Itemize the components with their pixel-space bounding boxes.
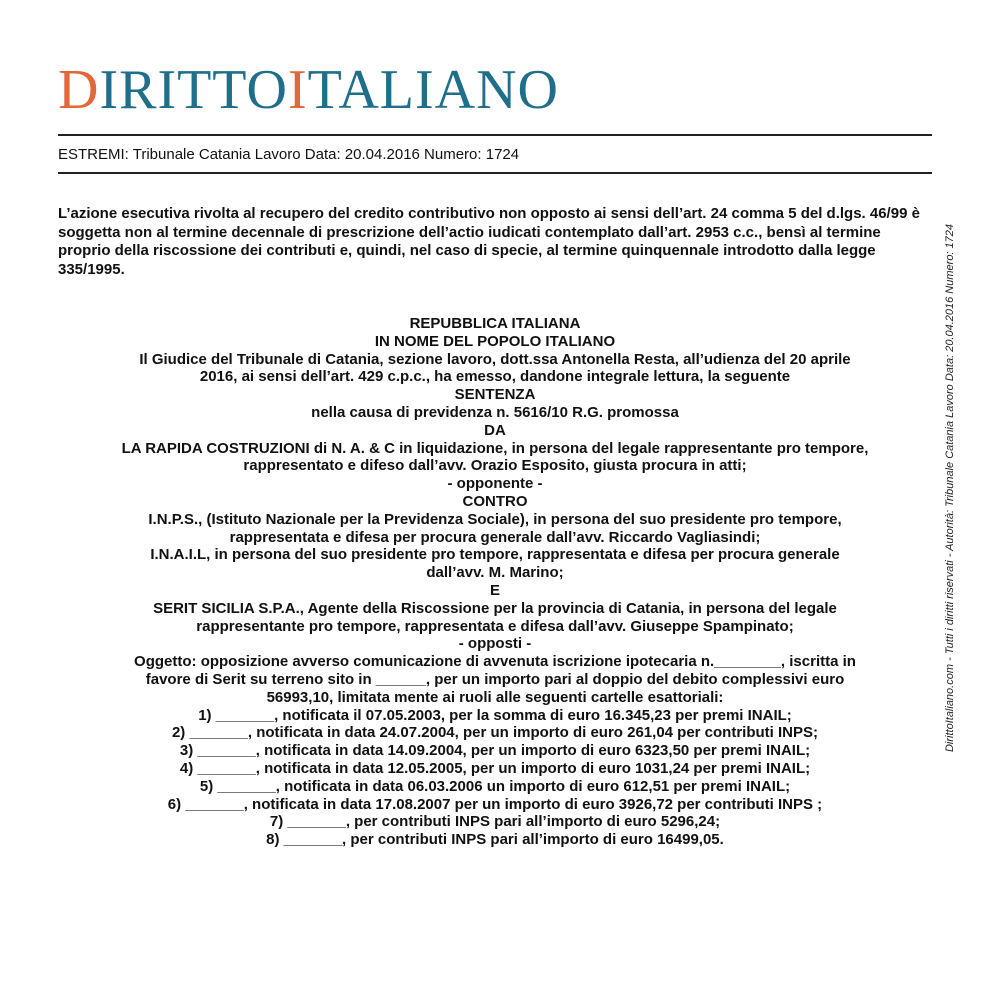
text-line: SERIT SICILIA S.P.A., Agente della Riscossione per la provincia di Catania, in persona del legale [153, 599, 837, 617]
text-line: nella causa di previdenza n. 5616/10 R.G. promossa [311, 403, 679, 421]
text-line: Il Giudice del Tribunale di Catania, sezione lavoro, dott.ssa Antonella Resta, all’udienza del 20 aprile [139, 350, 851, 368]
text-line: I.N.P.S., (Istituto Nazionale per la Previdenza Sociale), in persona del suo presidente pro tempore, [148, 510, 842, 528]
text-line: 2016, ai sensi dell’art. 429 c.p.c., ha emesso, dandone integrale lettura, la seguente [199, 368, 791, 386]
text-line: rappresentante pro tempore, rappresentata e difesa dall’avv. Giuseppe Spampinato; [196, 617, 794, 635]
list-item: 1) _______, notificata il 07.05.2003, per la somma di euro 16.345,23 per premi INAIL; [198, 706, 792, 724]
sentence-body [58, 315, 932, 849]
list-item: 6) _______, notificata in data 17.08.2007 per un importo di euro 3926,72 per contributi INPS ; [167, 795, 823, 813]
list-item: 2) _______, notificata in data 24.07.2004, per un importo di euro 261,04 per contributi INPS; [171, 724, 819, 742]
site-logo[interactable] [58, 59, 559, 121]
legal-maxim: L’azione esecutiva rivolta al recupero del credito contributivo non opposto ai sensi dell’art. 24 comma 5 del d.lgs. 46/99 è soggetta non al termine decennale di prescrizione dell’actio iudicati contemplato dall’art. 2953 c.c., bensì al termine proprio della riscossione dei contributi e, quindi, nel caso di specie, al termine quinquennale introdotto dalla legge 335/1995. [58, 205, 920, 278]
logo-letter-i: I [287, 59, 308, 121]
text-line: LA RAPIDA COSTRUZIONI di N. A. & C in liquidazione, in persona del legale rappresentante pro tempore, [121, 439, 869, 457]
text-line: I.N.A.I.L, in persona del suo presidente pro tempore, rappresentata e difesa per procura generale [150, 546, 840, 564]
party-role-opponente: - opponente - [447, 475, 543, 493]
list-item: 3) _______, notificata in data 14.09.2004, per un importo di euro 6323,50 per premi INAIL; [179, 742, 811, 760]
party-role-opposti: - opposti - [458, 635, 532, 653]
logo-word-taliano: TALIANO [307, 59, 559, 121]
heading-da: DA [484, 421, 506, 439]
heading-sentenza: SENTENZA [454, 386, 536, 404]
heading-popolo: IN NOME DEL POPOLO ITALIANO [374, 332, 616, 350]
text-line: 56993,10, limitata mente ai ruoli alle seguenti cartelle esattoriali: [266, 688, 724, 706]
text-line: rappresentato e difeso dall’avv. Orazio Esposito, giusta procura in atti; [243, 457, 747, 475]
header-divider-bottom [58, 172, 932, 174]
document-references: ESTREMI: Tribunale Catania Lavoro Data: 20.04.2016 Numero: 1724 [58, 146, 520, 163]
text-line: rappresentata e difesa per procura generale dall’avv. Riccardo Vagliasindi; [229, 528, 761, 546]
text-line: dall’avv. M. Marino; [426, 564, 564, 582]
list-item: 7) _______, per contributi INPS pari all’importo di euro 5296,24; [269, 813, 721, 831]
heading-e: E [489, 581, 500, 599]
list-item: 5) _______, notificata in data 06.03.2006 un importo di euro 612,51 per premi INAIL; [199, 777, 791, 795]
heading-repubblica: REPUBBLICA ITALIANA [409, 315, 581, 332]
list-item: 4) _______, notificata in data 12.05.2005, per un importo di euro 1031,24 per premi INAIL; [179, 759, 811, 777]
logo-word-iritto: IRITTO [99, 59, 288, 121]
logo-letter-d: D [58, 59, 100, 121]
text-line: favore di Serit su terreno sito in ______, per un importo pari al doppio del debito complessivi euro [145, 670, 845, 688]
header-divider-top [58, 134, 932, 136]
list-item: 8) _______, per contributi INPS pari all’importo di euro 16499,05. [266, 831, 724, 849]
copyright-text: DirittoItaliano.com - Tutti i diritti riservati - Autorità: Tribunale Catania Lavoro Data: 20.04.2016 Numero: 1724 [944, 223, 956, 753]
text-line: Oggetto: opposizione avverso comunicazione di avvenuta iscrizione ipotecaria n.________, iscritta in [134, 653, 856, 671]
heading-contro: CONTRO [462, 492, 528, 510]
